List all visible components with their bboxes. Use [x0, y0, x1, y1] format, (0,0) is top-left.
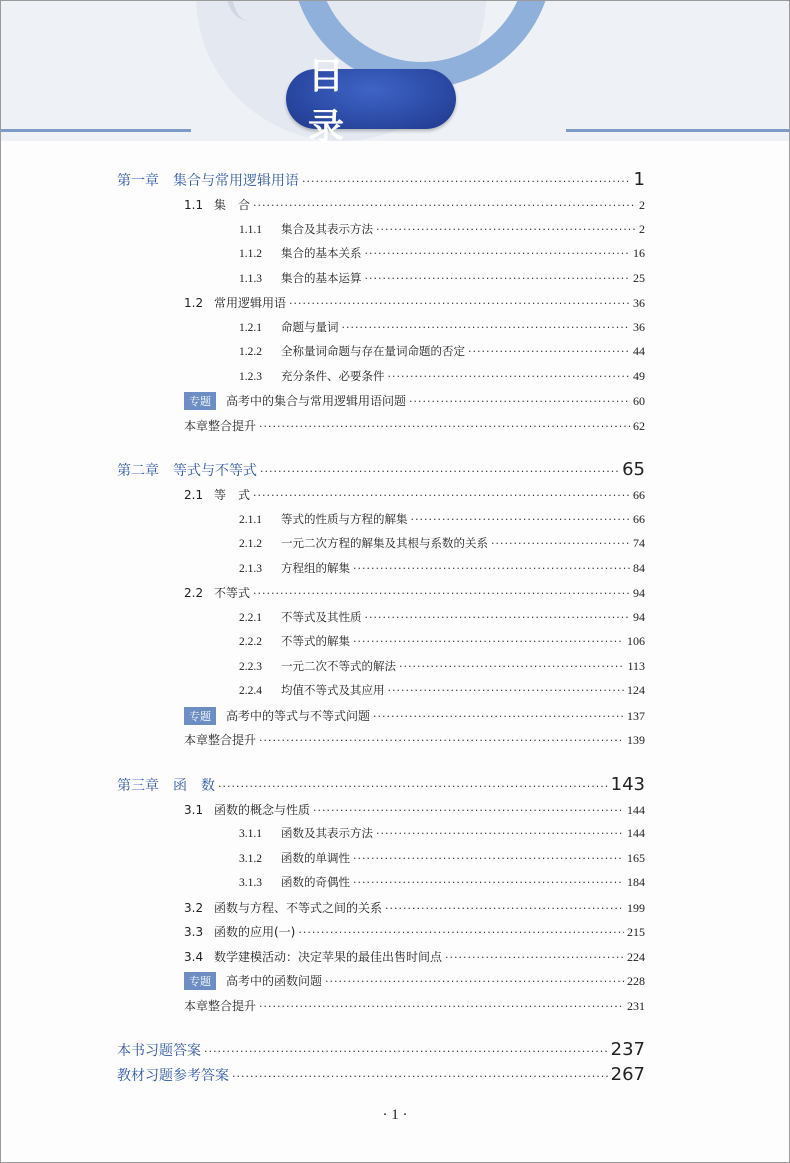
- leader-dots: [373, 710, 624, 723]
- subsection-number: 2.2.2: [239, 636, 262, 648]
- special-topic-tag: 专题: [184, 972, 216, 990]
- subsection-title: 集合的基本关系: [281, 246, 362, 260]
- subsection-entry[interactable]: [239, 874, 645, 890]
- entry-label: [184, 923, 295, 940]
- chapter-review-title: 本章整合提升: [184, 733, 257, 747]
- entry-page: 49: [633, 368, 645, 383]
- special-topic-entry[interactable]: [184, 707, 645, 725]
- subsection-entry[interactable]: [239, 270, 645, 286]
- entry-page: 84: [633, 560, 645, 575]
- entry-page: 2: [639, 221, 645, 236]
- entry-label: [239, 609, 362, 625]
- entry-page: 36: [633, 319, 645, 334]
- leader-dots: [218, 780, 608, 793]
- entry-label: [184, 801, 310, 818]
- subsection-title: 集合及其表示方法: [281, 221, 373, 236]
- subsection-number: 2.1.2: [239, 538, 262, 550]
- subsection-entry[interactable]: [239, 825, 645, 841]
- entry-label: [184, 948, 442, 965]
- leader-dots: [232, 1070, 608, 1083]
- entry-page: 113: [627, 658, 645, 673]
- leader-dots: [253, 489, 630, 502]
- leader-dots: [353, 562, 630, 575]
- subsection-entry[interactable]: [239, 633, 645, 649]
- entry-page: 94: [633, 586, 645, 600]
- entry-label: [239, 850, 350, 866]
- entry-page: 60: [633, 394, 645, 408]
- entry-label: [239, 368, 385, 384]
- leader-dots: [313, 804, 624, 817]
- section-entry[interactable]: [184, 948, 645, 965]
- entry-page: 144: [627, 826, 645, 840]
- entry-label: [184, 584, 250, 601]
- chapter-entry[interactable]: [117, 774, 645, 795]
- subsection-number: 1.1.1: [239, 223, 262, 236]
- leader-dots: [399, 660, 624, 673]
- entry-page: 228: [627, 974, 645, 988]
- subsection-number: 1.2.2: [239, 346, 262, 358]
- section-number: 3.2: [184, 900, 204, 915]
- special-topic-title: 高考中的等式与不等式问题: [226, 708, 371, 723]
- subsection-entry[interactable]: [239, 609, 645, 625]
- section-entry[interactable]: [184, 899, 645, 916]
- subsection-title: 均值不等式及其应用: [281, 683, 385, 697]
- entry-page: 66: [633, 488, 645, 502]
- appendix-entry[interactable]: [117, 1039, 645, 1060]
- subsection-entry[interactable]: [239, 850, 645, 866]
- entry-label: [239, 535, 488, 551]
- entry-page: 65: [622, 459, 645, 480]
- entry-label: [239, 343, 465, 359]
- leader-dots: [298, 926, 624, 939]
- chapter-entry[interactable]: [117, 459, 645, 480]
- leader-dots: [353, 635, 624, 648]
- entry-page: 106: [627, 634, 645, 648]
- subsection-title: 集合的基本运算: [281, 270, 362, 285]
- leader-dots: [468, 345, 630, 358]
- section-entry[interactable]: [184, 196, 645, 213]
- appendix-title: 本书习题答案: [117, 1043, 201, 1059]
- section-entry[interactable]: [184, 801, 645, 818]
- subsection-number: 1.2.3: [239, 370, 262, 383]
- entry-page: 215: [627, 925, 645, 939]
- appendix-entry[interactable]: [117, 1064, 645, 1085]
- entry-label: [239, 633, 350, 649]
- entry-page: 224: [627, 949, 645, 964]
- leader-dots: [259, 734, 624, 747]
- appendix-title: 教材习题参考答案: [117, 1067, 229, 1084]
- entry-label: [239, 319, 339, 335]
- entry-page: 2: [639, 198, 645, 212]
- subsection-title: 命题与量词: [281, 319, 339, 334]
- chapter-review-title: 本章整合提升: [184, 418, 257, 433]
- leader-dots: [204, 1045, 608, 1058]
- section-title: 集 合: [214, 198, 251, 212]
- page-number: · 1 ·: [382, 1107, 408, 1123]
- subsection-entry[interactable]: [239, 658, 645, 674]
- page-title: 目 录: [308, 56, 367, 148]
- section-entry[interactable]: [184, 486, 645, 503]
- chapter-number: 第一章: [117, 173, 159, 189]
- leader-dots: [365, 611, 631, 624]
- entry-page: 165: [627, 850, 645, 865]
- chapter-number: 第三章: [117, 777, 159, 794]
- subsection-entry[interactable]: [239, 319, 645, 335]
- subsection-number: 1.1.3: [239, 272, 262, 285]
- subsection-title: 一元二次不等式的解法: [281, 658, 396, 673]
- leader-dots: [388, 684, 625, 697]
- entry-page: 184: [627, 875, 645, 889]
- leader-dots: [259, 420, 630, 433]
- subsection-title: 函数的奇偶性: [281, 875, 350, 889]
- entry-label: [239, 245, 362, 261]
- subsection-title: 函数及其表示方法: [281, 826, 373, 840]
- subsection-title: 方程组的解集: [281, 560, 350, 575]
- chapter-review-entry[interactable]: [184, 417, 645, 434]
- special-topic-entry[interactable]: [184, 392, 645, 410]
- section-number: 2.2: [184, 586, 204, 600]
- entry-label: [239, 270, 362, 286]
- leader-dots: [289, 297, 630, 310]
- subsection-number: 1.1.2: [239, 248, 262, 260]
- entry-page: 231: [627, 998, 645, 1013]
- entry-page: 237: [610, 1039, 645, 1060]
- entry-label: [239, 511, 408, 527]
- subsection-number: 3.1.1: [239, 828, 262, 840]
- section-entry[interactable]: [184, 294, 645, 311]
- chapter-review-entry[interactable]: [184, 731, 645, 748]
- section-title: 不等式: [214, 586, 251, 600]
- leader-dots: [365, 247, 631, 260]
- header-rule-right: [566, 129, 789, 132]
- leader-dots: [260, 465, 619, 478]
- subsection-number: 2.1.1: [239, 513, 262, 526]
- entry-label: [117, 170, 299, 190]
- entry-page: 137: [627, 708, 645, 723]
- section-number: 3.1: [184, 802, 204, 817]
- special-topic-title: 高考中的函数问题: [226, 974, 323, 988]
- entry-page: 44: [633, 344, 645, 358]
- entry-label: [184, 997, 256, 1014]
- entry-page: 143: [610, 773, 645, 795]
- entry-page: 66: [633, 511, 645, 526]
- entry-label: [239, 221, 373, 237]
- entry-label: [117, 460, 257, 480]
- entry-page: 144: [627, 802, 645, 817]
- leader-dots: [409, 395, 630, 408]
- entry-page: 139: [627, 733, 645, 747]
- leader-dots: [342, 321, 631, 334]
- special-topic-title: 高考中的集合与常用逻辑用语问题: [226, 394, 407, 408]
- subsection-title: 全称量词命题与存在量词命题的否定: [281, 344, 465, 358]
- section-entry[interactable]: [184, 923, 645, 940]
- leader-dots: [365, 272, 631, 285]
- chapter-entry[interactable]: [117, 169, 645, 190]
- leader-dots: [302, 175, 631, 188]
- subsection-title: 不等式及其性质: [281, 609, 362, 624]
- entry-page: 25: [633, 270, 645, 285]
- entry-label: [184, 972, 322, 990]
- section-title: 函数与方程、不等式之间的关系: [214, 900, 383, 915]
- leader-dots: [376, 827, 624, 840]
- entry-label: [184, 294, 286, 311]
- section-number: 2.1: [184, 488, 204, 502]
- leader-dots: [385, 902, 624, 915]
- entry-page: 36: [633, 296, 645, 310]
- leader-dots: [353, 876, 624, 889]
- entry-label: [239, 874, 350, 890]
- leader-dots: [253, 199, 636, 212]
- subsection-number: 2.2.3: [239, 660, 262, 673]
- entry-label: [184, 731, 256, 748]
- section-entry[interactable]: [184, 584, 645, 601]
- entry-label: [184, 899, 382, 916]
- entry-label: [239, 560, 350, 576]
- subsection-number: 1.2.1: [239, 321, 262, 334]
- leader-dots: [445, 951, 624, 964]
- subsection-entry[interactable]: [239, 682, 645, 698]
- section-title: 数学建模活动：决定苹果的最佳出售时间点: [214, 949, 443, 964]
- section-number: 3.3: [184, 925, 204, 939]
- entry-label: [184, 392, 406, 410]
- entry-label: [184, 486, 250, 503]
- section-title: 函数的概念与性质: [214, 802, 311, 817]
- entry-label: [117, 1065, 229, 1085]
- special-topic-tag: 专题: [184, 392, 216, 410]
- entry-label: [117, 1040, 201, 1060]
- entry-label: [184, 707, 370, 725]
- subsection-title: 充分条件、必要条件: [281, 368, 385, 383]
- leader-dots: [259, 1000, 624, 1013]
- chapter-review-title: 本章整合提升: [184, 998, 257, 1013]
- entry-page: 267: [610, 1063, 645, 1085]
- section-number: 1.2: [184, 296, 204, 310]
- leader-dots: [491, 537, 630, 550]
- section-number: 1.1: [184, 198, 204, 212]
- entry-page: 124: [627, 683, 645, 697]
- leader-dots: [325, 975, 624, 988]
- section-title: 函数的应用(一): [214, 925, 296, 939]
- entry-label: [239, 825, 373, 841]
- title-badge: [286, 56, 456, 148]
- subsection-title: 不等式的解集: [281, 634, 350, 648]
- chapter-review-entry[interactable]: [184, 997, 645, 1014]
- section-title: 等 式: [214, 488, 251, 502]
- chapter-title: 等式与不等式: [173, 463, 257, 479]
- subsection-entry[interactable]: [239, 245, 645, 261]
- subsection-entry[interactable]: [239, 560, 645, 576]
- subsection-number: 3.1.3: [239, 877, 262, 889]
- header-rule-left: [1, 129, 191, 132]
- entry-label: [117, 775, 215, 795]
- section-title: 常用逻辑用语: [214, 296, 287, 310]
- special-topic-tag: 专题: [184, 707, 216, 725]
- subsection-title: 等式的性质与方程的解集: [281, 511, 408, 526]
- subsection-title: 一元二次方程的解集及其根与系数的关系: [281, 536, 488, 550]
- subsection-number: 2.2.4: [239, 685, 262, 697]
- leader-dots: [253, 587, 630, 600]
- subsection-entry[interactable]: [239, 511, 645, 527]
- entry-label: [239, 682, 385, 698]
- subsection-entry[interactable]: [239, 368, 645, 384]
- section-number: 3.4: [184, 949, 204, 964]
- subsection-number: 2.2.1: [239, 611, 262, 624]
- subsection-entry[interactable]: [239, 221, 645, 237]
- entry-label: [184, 196, 250, 213]
- entry-page: 1: [633, 169, 645, 190]
- subsection-title: 函数的单调性: [281, 850, 350, 865]
- entry-page: 199: [627, 900, 645, 915]
- entry-label: [239, 658, 396, 674]
- subsection-entry[interactable]: [239, 343, 645, 359]
- special-topic-entry[interactable]: [184, 972, 645, 990]
- entry-page: 74: [633, 536, 645, 550]
- chapter-title: 集合与常用逻辑用语: [173, 173, 299, 189]
- leader-dots: [411, 513, 631, 526]
- subsection-number: 2.1.3: [239, 562, 262, 575]
- leader-dots: [353, 852, 624, 865]
- chapter-title: 函 数: [173, 777, 215, 794]
- leader-dots: [376, 223, 636, 236]
- chapter-number: 第二章: [117, 463, 159, 479]
- subsection-entry[interactable]: [239, 535, 645, 551]
- subsection-number: 3.1.2: [239, 852, 262, 865]
- leader-dots: [388, 370, 631, 383]
- entry-page: 94: [633, 609, 645, 624]
- entry-label: [184, 417, 256, 434]
- entry-page: 16: [633, 246, 645, 260]
- entry-page: 62: [633, 418, 645, 433]
